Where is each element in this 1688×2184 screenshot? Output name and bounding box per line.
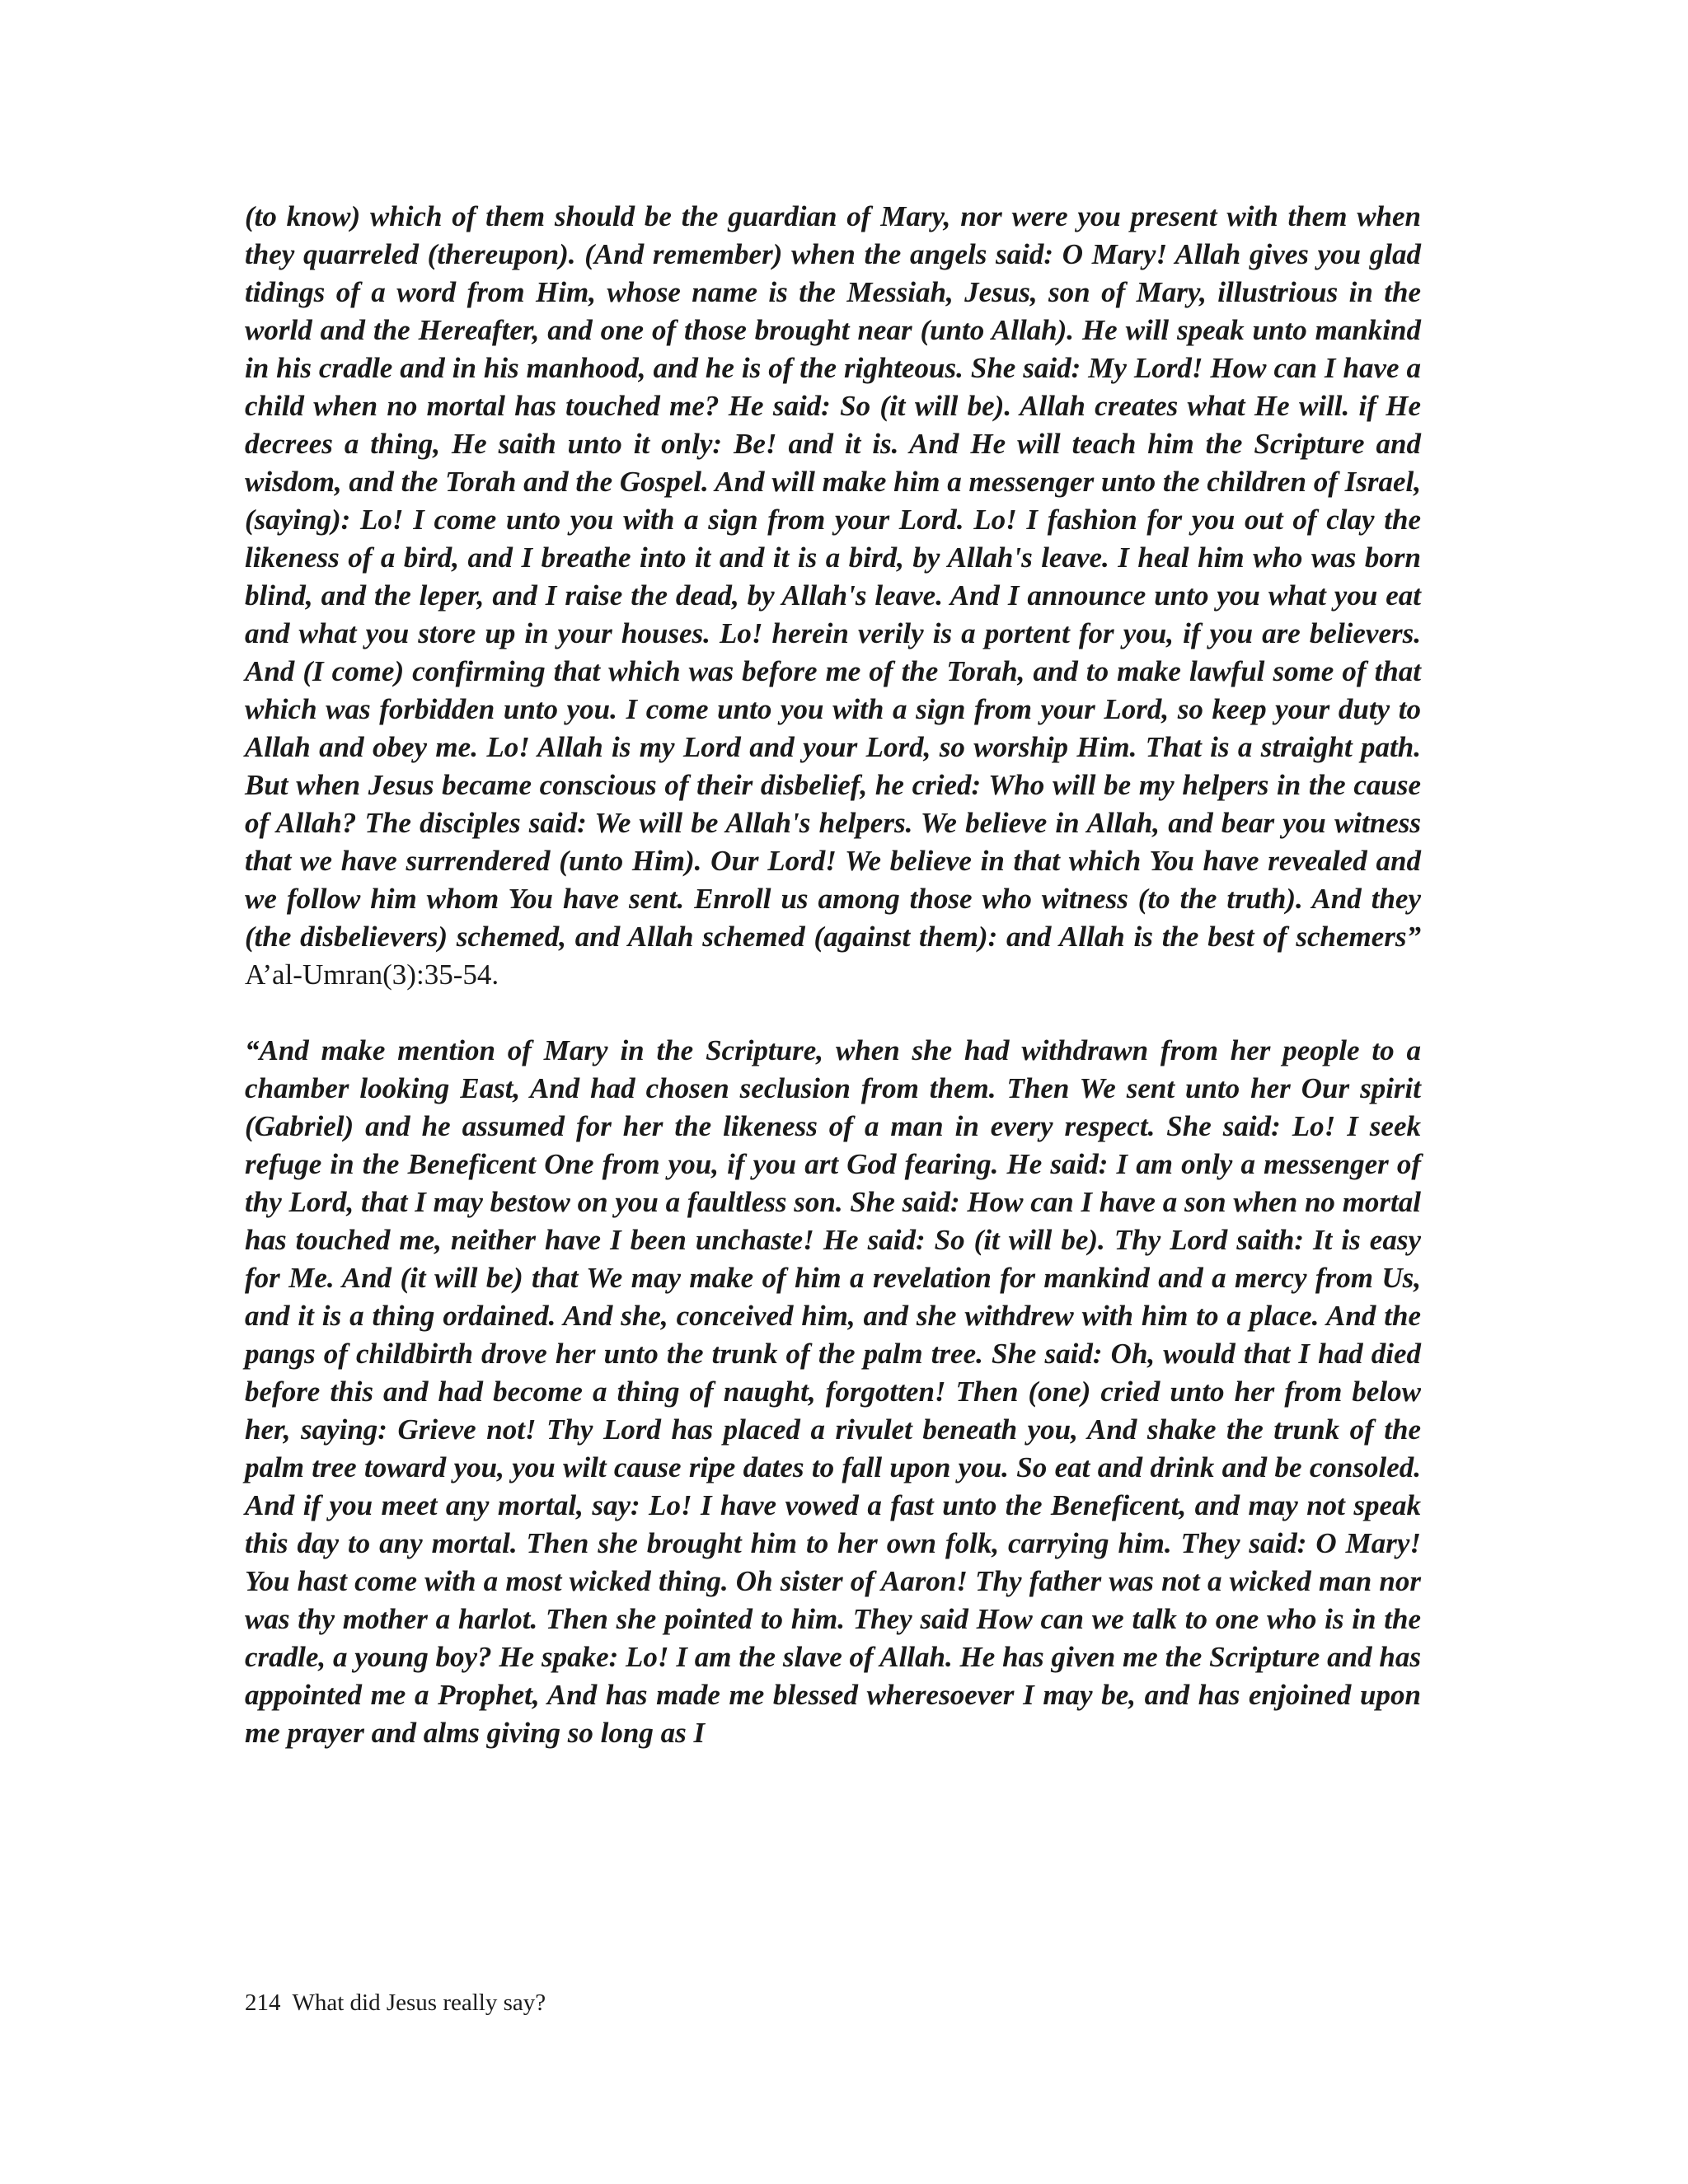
page-body: [245, 198, 1421, 1752]
quran-quote-paragraph: [245, 198, 1421, 994]
quran-quote-paragraph: [245, 1032, 1421, 1752]
page-footer: [245, 1988, 546, 2018]
page-number: 214: [245, 1990, 281, 2016]
running-title: What did Jesus really say?: [292, 1990, 546, 2016]
verse-citation: A’al-Umran(3):35-54.: [245, 958, 499, 991]
quote-text: “And make mention of Mary in the Scripture, when she had withdrawn from her people to a chamber looking East, And had chosen seclusion from them. Then We sent unto her Our spirit (Gabriel) and he assumed for her the likeness of a man in every respect. She said: Lo! I seek refuge in the Beneficent One from you, if you art God fearing. He said: I am only a messenger of thy Lord, that I may bestow on you a faultless son. She said: How can I have a son when no mortal has touched me, neither have I been unchaste! He said: So (it will be). Thy Lord saith: It is easy for Me. And (it will be) that We may make of him a revelation for mankind and a mercy from Us, and it is a thing ordained. And she, conceived him, and she withdrew with him to a place. And the pangs of childbirth drove her unto the trunk of the palm tree. She said: Oh, would that I had died before this and had become a thing of naught, forgotten! Then (one) cried unto her from below her, saying: Grieve not! Thy Lord has placed a rivulet beneath you, And shake the trunk of the palm tree toward you, you wilt cause ripe dates to fall upon you. So eat and drink and be consoled. And if you meet any mortal, say: Lo! I have vowed a fast unto the Beneficent, and may not speak this day to any mortal. Then she brought him to her own folk, carrying him. They said: O Mary! You hast come with a most wicked thing. Oh sister of Aaron! Thy father was not a wicked man nor was thy mother a harlot. Then she pointed to him. They said How can we talk to one who is in the cradle, a young boy? He spake: Lo! I am the slave of Allah. He has given me the Scripture and has appointed me a Prophet, And has made me blessed wheresoever I may be, and has enjoined upon me prayer and alms giving so long as I: [245, 1034, 1421, 1749]
quote-text: (to know) which of them should be the guardian of Mary, nor were you present with them when they quarreled (thereupon). (And remember) when the angels said: O Mary! Allah gives you glad tidings of a word from Him, whose name is the Messiah, Jesus, son of Mary, illustrious in the world and the Hereafter, and one of those brought near (unto Allah). He will speak unto mankind in his cradle and in his manhood, and he is of the righteous. She said: My Lord! How can I have a child when no mortal has touched me? He said: So (it will be). Allah creates what He will. if He decrees a thing, He saith unto it only: Be! and it is. And He will teach him the Scripture and wisdom, and the Torah and the Gospel. And will make him a messenger unto the children of Israel, (saying): Lo! I come unto you with a sign from your Lord. Lo! I fashion for you out of clay the likeness of a bird, and I breathe into it and it is a bird, by Allah's leave. I heal him who was born blind, and the leper, and I raise the dead, by Allah's leave. And I announce unto you what you eat and what you store up in your houses. Lo! herein verily is a portent for you, if you are believers. And (I come) confirming that which was before me of the Torah, and to make lawful some of that which was forbidden unto you. I come unto you with a sign from your Lord, so keep your duty to Allah and obey me. Lo! Allah is my Lord and your Lord, so worship Him. That is a straight path. But when Jesus became conscious of their disbelief, he cried: Who will be my helpers in the cause of Allah? The disciples said: We will be Allah's helpers. We believe in Allah, and bear you witness that we have surrendered (unto Him). Our Lord! We believe in that which You have revealed and we follow him whom You have sent. Enroll us among those who witness (to the truth). And they (the disbelievers) schemed, and Allah schemed (against them): and Allah is the best of schemers”: [245, 200, 1421, 953]
